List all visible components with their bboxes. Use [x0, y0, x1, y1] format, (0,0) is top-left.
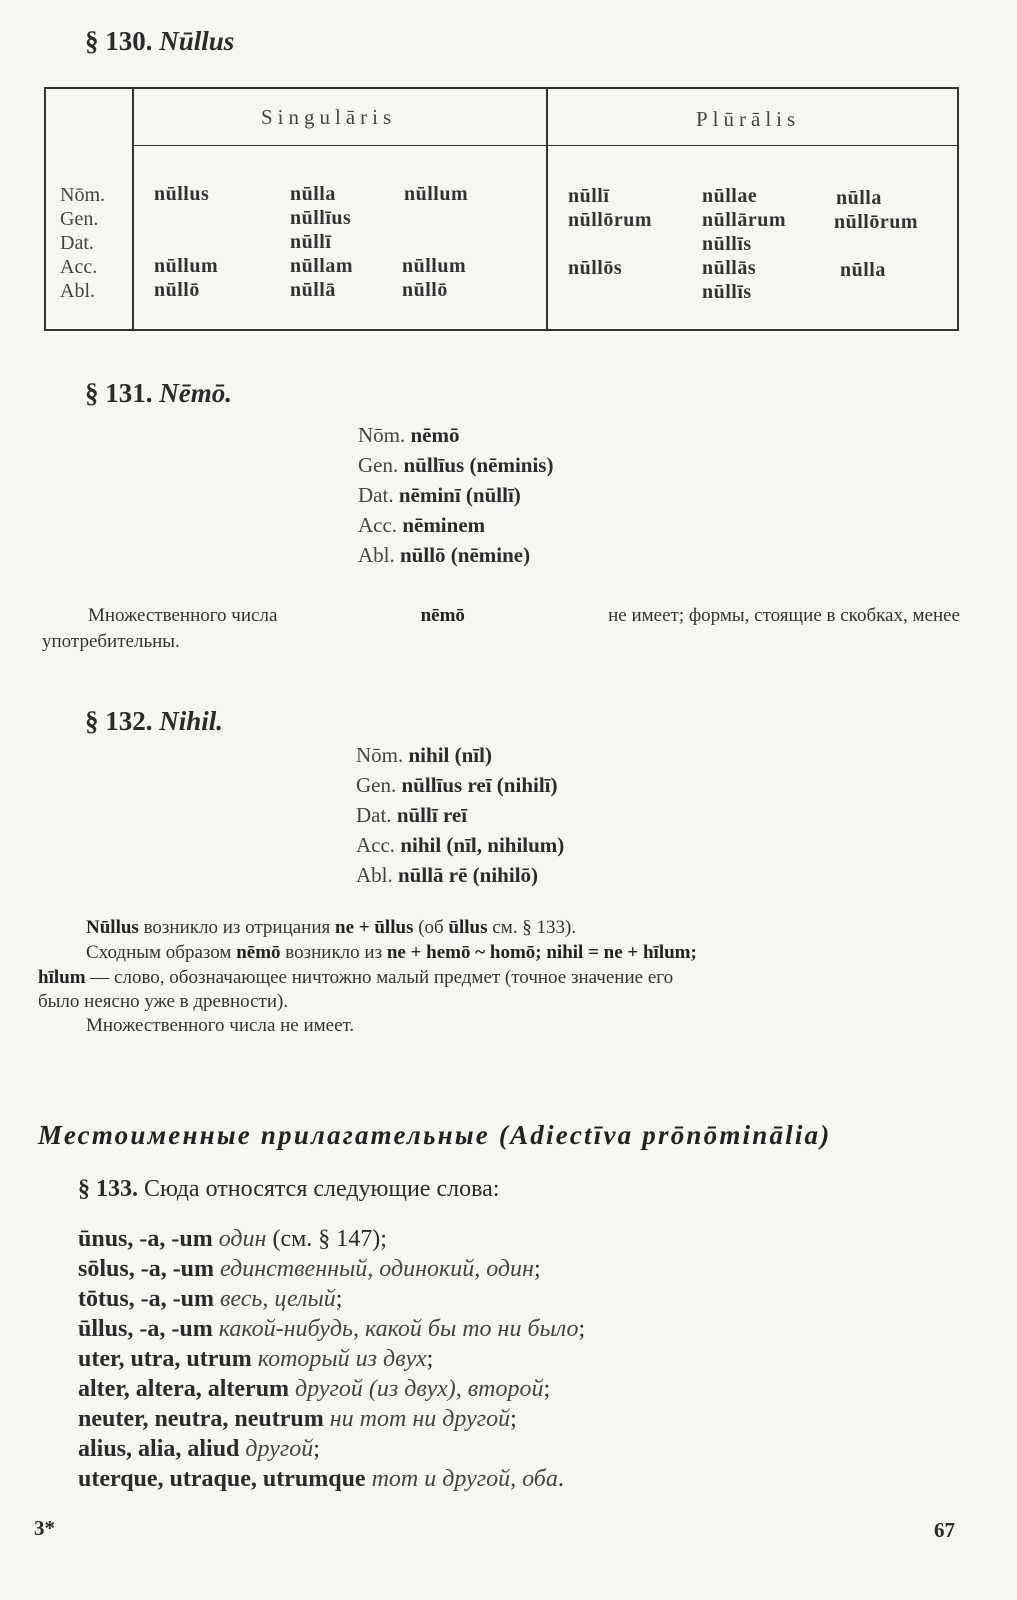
nemo-note-line2: употребительны. — [42, 631, 180, 652]
latin-word: ne + ūllus — [335, 917, 414, 938]
case-label: Nōm. — [358, 423, 406, 447]
para-text: возникло из отрицания — [138, 917, 336, 938]
table-cell: nūllīus — [290, 207, 352, 229]
nihil-para-5: Множественного числа не имеет. — [86, 1015, 355, 1036]
extra: ; — [533, 1256, 541, 1282]
table-cell: nūllās — [702, 257, 757, 279]
extra: ; — [335, 1286, 343, 1312]
table-cell: nūllō — [154, 279, 200, 301]
latin-word: ne + hemō ~ homō; nihil = ne + hīlum; — [386, 942, 697, 963]
nihil-para-4: было неясно уже в древности). — [38, 991, 289, 1012]
case-label: Gen. — [358, 453, 399, 477]
list-item — [78, 1374, 585, 1404]
case-label: Abl. — [60, 280, 95, 302]
translation: тот и другой, оба — [371, 1466, 558, 1492]
decl-form: nihil (nīl, nihilum) — [400, 833, 565, 857]
case-label: Abl. — [358, 543, 395, 567]
table-cell: nūllī — [290, 231, 332, 253]
section-word: Nūllus — [159, 26, 235, 56]
extra: ; — [543, 1376, 551, 1402]
case-label: Acc. — [358, 513, 398, 537]
decl-row — [356, 770, 564, 800]
table-cell: nūllī — [568, 185, 610, 207]
translation: который из двух — [257, 1346, 427, 1372]
table-cell: nūllō — [402, 279, 448, 301]
table-cell: nūllōrum — [834, 211, 919, 233]
translation: ни тот ни другой — [329, 1406, 511, 1432]
table-cell: nūllum — [154, 255, 219, 277]
table-cell: nūllum — [404, 183, 469, 205]
case-label: Acc. — [60, 256, 98, 278]
decl-row — [358, 510, 553, 540]
translation: другой — [245, 1436, 314, 1462]
extra: . — [557, 1466, 564, 1492]
case-label: Dat. — [358, 483, 394, 507]
extra: ; — [426, 1346, 434, 1372]
decl-row — [358, 540, 553, 570]
list-item — [78, 1464, 585, 1494]
column-divider — [132, 89, 134, 329]
decl-form: nihil (nīl) — [408, 743, 492, 767]
decl-row — [356, 740, 564, 770]
header-plural: Plūrālis — [696, 107, 801, 131]
para-text: см. § 133). — [487, 917, 577, 938]
list-item — [78, 1434, 585, 1464]
section-word: Nihil. — [159, 706, 224, 736]
list-item — [78, 1314, 585, 1344]
table-cell: nūllus — [154, 183, 210, 205]
word-list — [78, 1224, 585, 1494]
decl-form: nūllō (nēmine) — [400, 543, 531, 567]
case-label: Nōm. — [60, 184, 105, 206]
latin-word: Nūllus — [86, 917, 139, 938]
case-label: Gen. — [60, 208, 99, 230]
latin-word: hīlum — [38, 967, 86, 988]
table-cell: nūllae — [702, 185, 758, 207]
nihil-para-2 — [86, 941, 697, 965]
header-divider — [134, 145, 957, 146]
column-divider — [546, 89, 548, 329]
latin-word: nēmō — [236, 942, 281, 963]
decl-form: nūllī reī — [396, 803, 468, 827]
list-item — [78, 1344, 585, 1374]
decl-row — [358, 450, 553, 480]
case-label: Gen. — [356, 773, 397, 797]
latin-word: ūllus — [448, 917, 488, 938]
latin-word: alius, alia, aliud — [78, 1436, 240, 1462]
nihil-para-1 — [86, 916, 576, 940]
latin-word: uterque, utraque, utrumque — [78, 1466, 366, 1492]
latin-word: sōlus, -a, -um — [78, 1256, 215, 1282]
decl-row — [358, 480, 553, 510]
decl-form: nūllā rē (nihilō) — [398, 863, 539, 887]
para-text: Сходным образом — [86, 942, 237, 963]
latin-word: tōtus, -a, -um — [78, 1286, 214, 1312]
case-label: Dat. — [356, 803, 392, 827]
extra: ; — [313, 1436, 320, 1462]
latin-word: ūnus, -a, -um — [78, 1226, 213, 1252]
header-singular: Singulāris — [261, 105, 397, 129]
decl-form: nēminem — [402, 513, 486, 537]
translation: весь, целый — [220, 1286, 336, 1312]
case-label: Abl. — [356, 863, 393, 887]
extra: ; — [578, 1316, 586, 1342]
table-cell: nūllārum — [702, 209, 787, 231]
list-item — [78, 1224, 585, 1254]
nihil-para-3 — [38, 966, 673, 990]
translation: другой (из двух), второй — [295, 1376, 544, 1402]
section-number: § 131. — [85, 378, 153, 408]
decl-form: nēminī (nūllī) — [398, 483, 521, 507]
extra: (см. § 147); — [266, 1226, 387, 1252]
signature-mark: 3* — [34, 1516, 55, 1540]
list-item — [78, 1254, 585, 1284]
latin-word: ūllus, -a, -um — [78, 1316, 213, 1342]
table-cell: nūlla — [836, 187, 882, 209]
table-cell: nūlla — [840, 259, 886, 281]
latin-word: uter, utra, utrum — [78, 1346, 252, 1372]
para-text: — слово, обозначающее ничтожно малый предмет (точное значение его — [85, 967, 674, 988]
decl-form: nēmō — [410, 423, 460, 447]
declension-table — [44, 87, 959, 331]
latin-word: neuter, neutra, neutrum — [78, 1406, 324, 1432]
extra: ; — [510, 1406, 517, 1432]
decl-form: nūllīus reī (nihilī) — [401, 773, 558, 797]
section-132-title — [85, 706, 223, 737]
table-cell: nūlla — [290, 183, 336, 205]
table-cell: nūllum — [402, 255, 467, 277]
section-131-title — [85, 378, 232, 409]
list-item — [78, 1284, 585, 1314]
lead-text: Сюда относятся следующие слова: — [144, 1176, 500, 1202]
table-cell: nūllā — [290, 279, 336, 301]
note-word: nēmō — [420, 605, 465, 626]
section-word: Nēmō. — [159, 378, 232, 408]
para-text: возникло из — [280, 942, 387, 963]
section-133-lead — [78, 1176, 499, 1203]
section-130-title — [85, 26, 234, 57]
decl-row — [356, 830, 564, 860]
page-number: 67 — [934, 1518, 955, 1542]
section-number: § 130. — [85, 26, 153, 56]
translation: один — [218, 1226, 267, 1252]
table-cell: nūllōrum — [568, 209, 653, 231]
section-number: § 133. — [78, 1176, 138, 1202]
table-cell: nūllōs — [568, 257, 623, 279]
decl-form: nūllīus (nēminis) — [403, 453, 554, 477]
latin-word: alter, altera, alterum — [78, 1376, 290, 1402]
case-labels — [60, 183, 105, 303]
nemo-note-line1 — [88, 604, 960, 628]
note-text: Множественного числа — [88, 605, 278, 626]
section-heading: Местоименные прилагательные (Adiectīva prōnōminālia) — [38, 1120, 832, 1150]
translation: какой-нибудь, какой бы то ни было — [218, 1316, 579, 1342]
case-label: Acc. — [356, 833, 396, 857]
nemo-declension — [358, 420, 553, 570]
table-cell: nūllīs — [702, 281, 752, 303]
para-text: (об — [413, 917, 449, 938]
decl-row — [358, 420, 553, 450]
note-text: не имеет; формы, стоящие в скобках, менее — [608, 605, 960, 626]
case-label: Nōm. — [356, 743, 404, 767]
translation: единственный, одинокий, один — [220, 1256, 534, 1282]
decl-row — [356, 860, 564, 890]
section-number: § 132. — [85, 706, 153, 736]
decl-row — [356, 800, 564, 830]
case-label: Dat. — [60, 232, 94, 254]
table-cell: nūllīs — [702, 233, 752, 255]
list-item — [78, 1404, 585, 1434]
nihil-declension — [356, 740, 564, 890]
table-cell: nūllam — [290, 255, 354, 277]
